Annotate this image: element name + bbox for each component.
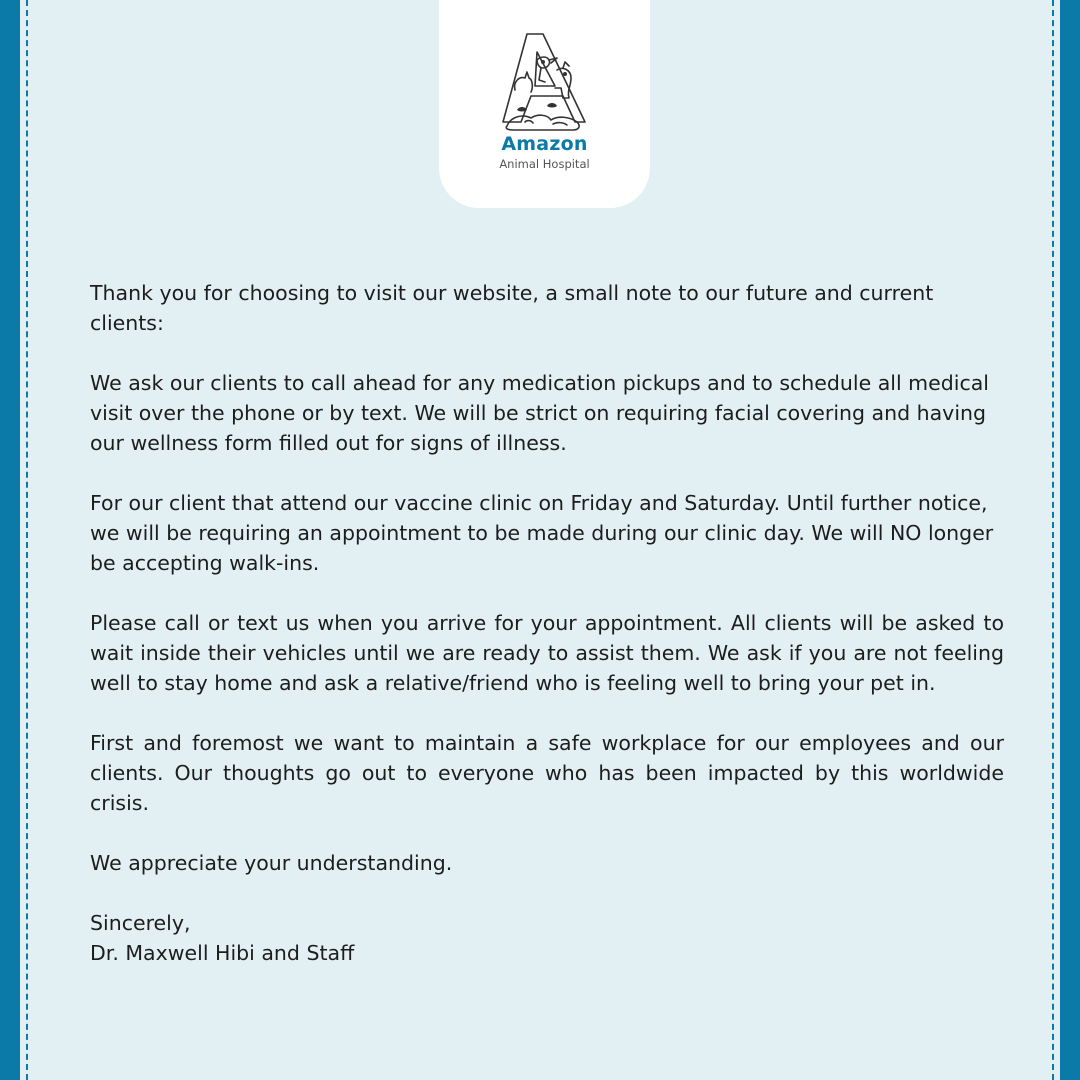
letter-closing: Sincerely, (90, 911, 191, 935)
right-border-band (1060, 0, 1080, 1080)
letter-body (90, 278, 1004, 968)
left-border-band (0, 0, 20, 1080)
logo-card (439, 0, 650, 208)
brand-subtitle: Animal Hospital (499, 157, 590, 171)
letter-signoff (90, 908, 1004, 968)
right-dashed-border (1052, 0, 1054, 1080)
letter-paragraph-safety: First and foremost we want to maintain a safe workplace for our employees and our clients. Our thoughts go out to everyone who has been impacted by this worldwide crisis. (90, 731, 1004, 815)
animal-hospital-logo-icon (497, 30, 593, 134)
brand-name: Amazon (501, 133, 588, 155)
letter-paragraph-appreciation: We appreciate your understanding. (90, 851, 453, 875)
letter-paragraph-vaccine-clinic: For our client that attend our vaccine clinic on Friday and Saturday. Until further notice, we will be requiring an appointment to be made during our clinic day. We will NO longer be accepting walk-ins. (90, 491, 994, 575)
left-dashed-border (26, 0, 28, 1080)
letter-signature: Dr. Maxwell Hibi and Staff (90, 941, 355, 965)
letter-paragraph-call-ahead: We ask our clients to call ahead for any medication pickups and to schedule all medical visit over the phone or by text. We will be strict on requiring facial covering and having our wellness form filled out for signs of illness. (90, 371, 989, 455)
letter-paragraph-intro: Thank you for choosing to visit our website, a small note to our future and current clients: (90, 281, 934, 335)
letter-paragraph-arrival: Please call or text us when you arrive for your appointment. All clients will be asked to wait inside their vehicles until we are ready to assist them. We ask if you are not feeling well to stay home and ask a relative/friend who is feeling well to bring your pet in. (90, 611, 1004, 695)
